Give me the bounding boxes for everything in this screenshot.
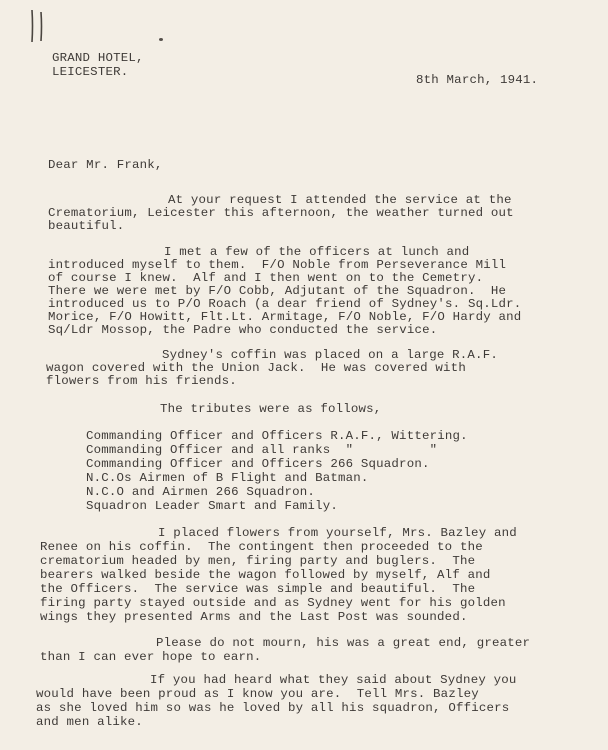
para-2-line-5: introduced us to P/O Roach (a dear friend of Sydney's. Sq.Ldr. (48, 297, 522, 311)
para-2-line-2: introduced myself to them. F/O Noble from Perseverance Mill (48, 258, 507, 272)
para-2-line-3: of course I knew. Alf and I then went on to the Cemetry. (48, 271, 484, 285)
tribute-4: N.C.Os Airmen of B Flight and Batman. (86, 471, 369, 485)
para-4-line-7: wings they presented Arms and the Last Post was sounded. (40, 610, 468, 624)
para-5-line-1: Please do not mourn, his was a great end, greater (156, 636, 531, 650)
ink-dot (159, 38, 163, 41)
salutation: Dear Mr. Frank, (48, 158, 163, 172)
para-2-line-1: I met a few of the officers at lunch and (164, 245, 470, 259)
para-3-line-2: wagon covered with the Union Jack. He was covered with (46, 361, 466, 375)
para-4-line-3: crematorium headed by men, firing party and buglers. The (40, 554, 476, 568)
para-4-line-1: I placed flowers from yourself, Mrs. Bazley and (158, 526, 517, 540)
para-4-line-2: Renee on his coffin. The contingent then proceeded to the (40, 540, 483, 554)
handwritten-marks (28, 8, 48, 44)
para-6-line-2: would have been proud as I know you are. Tell Mrs. Bazley (36, 687, 479, 701)
para-2-line-7: Sq/Ldr Mossop, the Padre who conducted the service. (48, 323, 438, 337)
letter-date: 8th March, 1941. (416, 73, 539, 87)
para-2-line-6: Morice, F/O Howitt, Flt.Lt. Armitage, F/O Noble, F/O Hardy and (48, 310, 522, 324)
tribute-1: Commanding Officer and Officers R.A.F., Wittering. (86, 429, 468, 443)
letterhead-line-2: LEICESTER. (52, 65, 129, 79)
para-3-line-3: flowers from his friends. (46, 374, 237, 388)
tribute-2: Commanding Officer and all ranks " " (86, 443, 438, 457)
para-4-line-5: the Officers. The service was simple and beautiful. The (40, 582, 476, 596)
para-4-line-4: bearers walked beside the wagon followed by myself, Alf and (40, 568, 491, 582)
letterhead-line-1: GRAND HOTEL, (52, 51, 144, 65)
para-1-line-3: beautiful. (48, 219, 125, 233)
tribute-3: Commanding Officer and Officers 266 Squadron. (86, 457, 430, 471)
para-6-line-1: If you had heard what they said about Sydney you (150, 673, 517, 687)
para-3-line-1: Sydney's coffin was placed on a large R.A.F. (162, 348, 498, 362)
para-4-line-6: firing party stayed outside and as Sydney went for his golden (40, 596, 506, 610)
para-6-line-4: and men alike. (36, 715, 143, 729)
para-6-line-3: as she loved him so was he loved by all his squadron, Officers (36, 701, 510, 715)
para-1-line-1: At your request I attended the service at the (168, 193, 512, 207)
tributes-intro: The tributes were as follows, (160, 402, 382, 416)
tribute-5: N.C.O and Airmen 266 Squadron. (86, 485, 316, 499)
para-2-line-4: There we were met by F/O Cobb, Adjutant of the Squadron. He (48, 284, 507, 298)
tribute-6: Squadron Leader Smart and Family. (86, 499, 338, 513)
para-1-line-2: Crematorium, Leicester this afternoon, the weather turned out (48, 206, 514, 220)
para-5-line-2: than I can ever hope to earn. (40, 650, 262, 664)
